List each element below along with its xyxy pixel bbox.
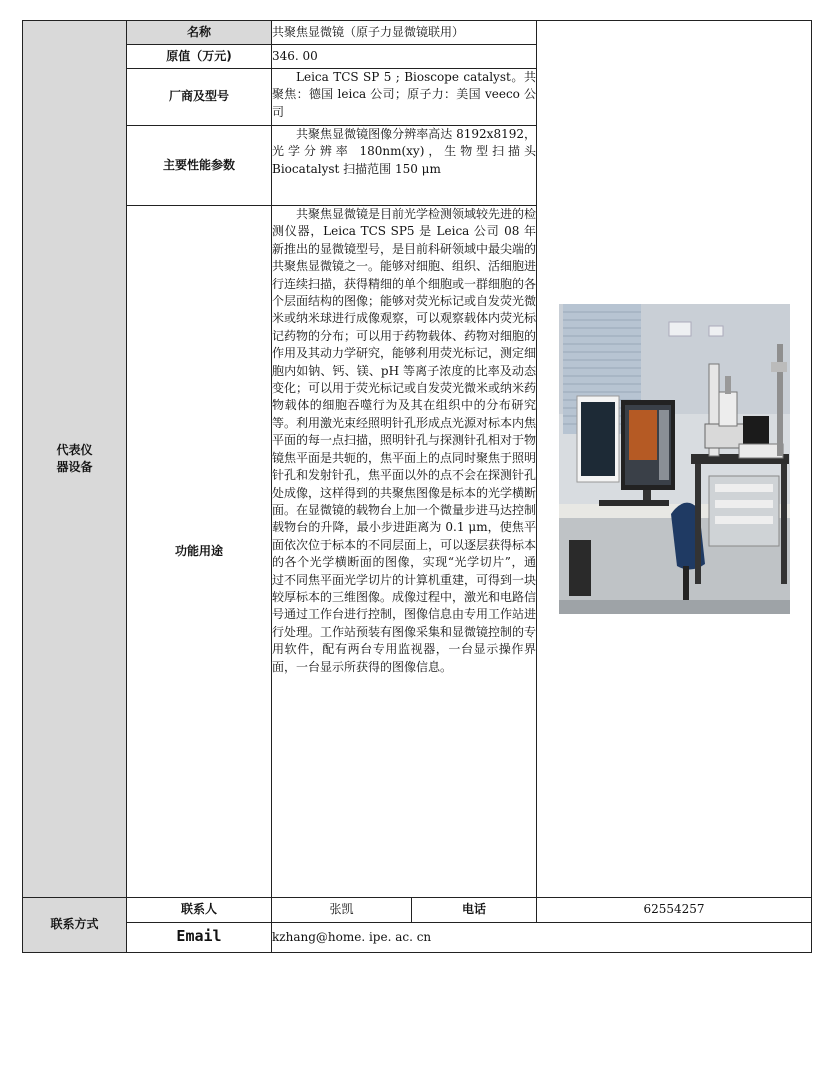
contact-person-value: 张凯 (272, 898, 412, 923)
vendor-label: 厂商及型号 (127, 69, 272, 126)
function-label: 功能用途 (127, 206, 272, 898)
instrument-photo (559, 304, 790, 614)
contact-person-label: 联系人 (127, 898, 272, 923)
name-value: 共聚焦显微镜（原子力显微镜联用） (272, 21, 537, 45)
phone-label: 电话 (412, 898, 537, 923)
email-label-text: Email (176, 927, 222, 946)
name-label: 名称 (127, 21, 272, 45)
specs-value: 共聚焦显微镜图像分辨率高达 8192x8192，光学分辨率 180nm(xy)，生物型扫描头 Biocatalyst 扫描范围 150 μm (272, 126, 537, 206)
section-label (23, 21, 127, 898)
function-value: 共聚焦显微镜是目前光学检测领域较先进的检测仪器，Leica TCS SP5 是 Leica 公司 08 年新推出的显微镜型号，是目前科研领域中最尖端的共聚焦显微镜之一。能够对细胞、组织、活细胞进行连续扫描，获得精细的单个细胞或一群细胞的各个层面结构的图像；能够对荧光标记或自发荧光微米或纳米球进行成像观察，可以观察载体内荧光标记药物的分布；可以用于药物载体、药物对细胞的作用及其动力学研究，能够利用荧光标记，测定细胞内如钠、钙、镁、pH 等离子浓度的比率及动态变化；可以用于荧光标记或自发荧光微米或纳米药物载体的细胞吞噬行为及其在组织中的分布研究等。利用激光束经照明针孔形成点光源对标本内焦平面的每一点扫描，照明针孔与探测针孔相对于物镜焦平面是共轭的，焦平面上的点同时聚焦于照明针孔和发射针孔，焦平面以外的点不会在探测针孔处成像，这样得到的共聚焦图像是标本的光学横断面。在显微镜的载物台上加一个微量步进马达控制载物台的升降，最小步进距离为 0.1 μm，使焦平面依次位于标本的不同层面上，可以逐层获得标本的各个光学横断面的图像，实现“光学切片”，通过不同焦平面光学切片的计算机重建，可得到一块较厚标本的三维图像。成像过程中，激光和电路信号通过工作台进行控制，图像信息由专用工作站进行处理。工作站预装有图像采集和显微镜控制的专用软件，配有两台专用监视器，一台显示操作界面，一台显示所获得的图像信息。 (272, 206, 537, 898)
vendor-value: Leica TCS SP 5 ; Bioscope catalyst。共聚焦：德国 leica 公司；原子力：美国 veeco 公司 (272, 69, 537, 126)
price-value: 346. 00 (272, 45, 537, 69)
contact-section-label: 联系方式 (23, 898, 127, 953)
section-label-text: 代表仪器设备 (56, 442, 93, 474)
specs-label: 主要性能参数 (127, 126, 272, 206)
price-label: 原值（万元) (127, 45, 272, 69)
equipment-table (22, 20, 812, 953)
email-label (127, 923, 272, 953)
photo-cell (537, 21, 812, 898)
phone-value: 62554257 (537, 898, 812, 923)
email-value[interactable]: kzhang@home. ipe. ac. cn (272, 923, 812, 953)
